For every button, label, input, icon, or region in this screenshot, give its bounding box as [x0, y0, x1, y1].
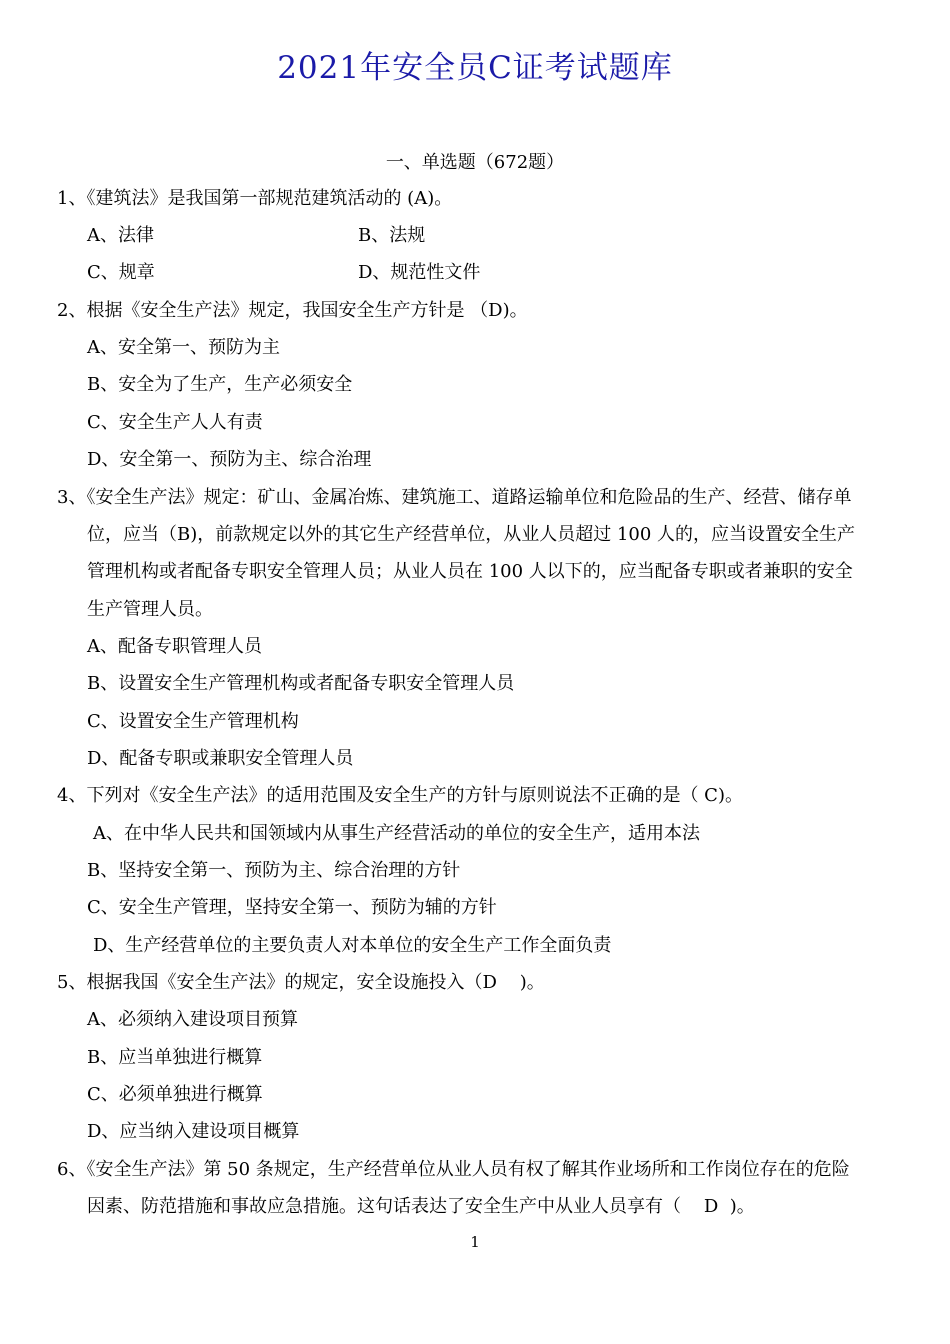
question-2-stem: 2、根据《安全生产法》规定，我国安全生产方针是 （D)。	[57, 300, 528, 321]
question-5-option-b: B、应当单独进行概算	[87, 1047, 263, 1068]
question-2-option-c: C、安全生产人人有责	[87, 412, 263, 433]
section-heading: 一、单选题（672题）	[385, 152, 565, 173]
question-3-stem-line-2: 位，应当（B)，前款规定以外的其它生产经营单位，从业人员超过 100 人的，应当设置安全生产	[87, 524, 856, 545]
question-2-option-a: A、安全第一、预防为主	[87, 337, 280, 358]
question-4-option-d: D、生产经营单位的主要负责人对本单位的安全生产工作全面负责	[93, 935, 612, 956]
question-6-stem-line-1: 6、《安全生产法》第 50 条规定，生产经营单位从业人员有权了解其作业场所和工作岗位存在的危险	[57, 1159, 850, 1180]
question-5-stem: 5、根据我国《安全生产法》的规定，安全设施投入（D )。	[57, 972, 545, 993]
question-4-option-a: A、在中华人民共和国领域内从事生产经营活动的单位的安全生产，适用本法	[93, 823, 700, 844]
document-title: 2021年安全员C证考试题库	[277, 50, 673, 86]
question-3-option-a: A、配备专职管理人员	[87, 636, 262, 657]
question-4-option-b: B、坚持安全第一、预防为主、综合治理的方针	[87, 860, 461, 881]
question-3-option-b: B、设置安全生产管理机构或者配备专职安全管理人员	[87, 673, 515, 694]
page-number: 1	[470, 1233, 480, 1251]
question-1-option-b: B、法规	[358, 225, 426, 246]
question-3-option-c: C、设置安全生产管理机构	[87, 711, 299, 732]
question-1-option-d: D、规范性文件	[358, 262, 481, 283]
question-3-stem-line-3: 管理机构或者配备专职安全管理人员；从业人员在 100 人以下的，应当配备专职或者兼职的安全	[87, 561, 853, 582]
question-4-option-c: C、安全生产管理，坚持安全第一、预防为辅的方针	[87, 897, 497, 918]
question-4-stem: 4、下列对《安全生产法》的适用范围及安全生产的方针与原则说法不正确的是（ C)。	[57, 785, 743, 806]
question-6-stem-line-2: 因素、防范措施和事故应急措施。这句话表达了安全生产中从业人员享有（ D )。	[87, 1196, 755, 1217]
question-5-option-c: C、必须单独进行概算	[87, 1084, 263, 1105]
question-1-stem: 1、《建筑法》是我国第一部规范建筑活动的 (A)。	[57, 188, 453, 209]
question-1-option-c: C、规章	[87, 262, 155, 283]
question-5-option-d: D、应当纳入建设项目概算	[87, 1121, 300, 1142]
question-3-stem-line-1: 3、《安全生产法》规定：矿山、金属冶炼、建筑施工、道路运输单位和危险品的生产、经营、储存单	[57, 487, 852, 508]
question-3-stem-line-4: 生产管理人员。	[87, 599, 213, 620]
question-2-option-d: D、安全第一、预防为主、综合治理	[87, 449, 372, 470]
question-2-option-b: B、安全为了生产，生产必须安全	[87, 374, 353, 395]
question-5-option-a: A、必须纳入建设项目预算	[87, 1009, 298, 1030]
question-1-option-a: A、法律	[87, 225, 154, 246]
question-3-option-d: D、配备专职或兼职安全管理人员	[87, 748, 354, 769]
